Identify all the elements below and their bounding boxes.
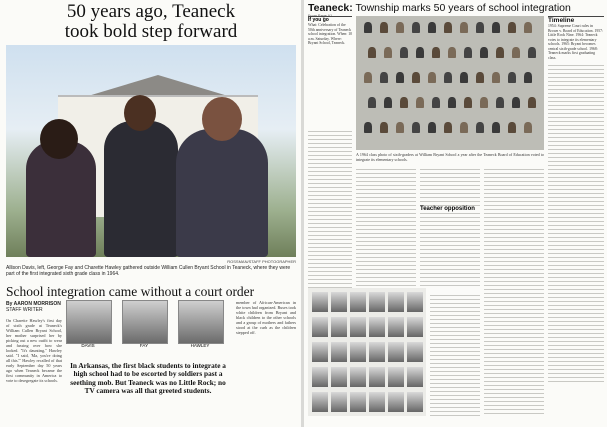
person-hawley — [176, 129, 268, 257]
timeline-text — [548, 62, 604, 382]
right-page — [304, 0, 607, 427]
student-figure — [464, 97, 472, 108]
yearbook-portrait — [331, 342, 347, 362]
yearbook-portrait — [331, 367, 347, 387]
headline-line-1: 50 years ago, Teaneck — [66, 1, 236, 22]
student-figure — [364, 22, 372, 33]
student-figure — [460, 22, 468, 33]
student-figure — [432, 97, 440, 108]
yearbook-portrait — [312, 367, 328, 387]
yearbook-portrait — [312, 342, 328, 362]
timeline-title: Timeline — [548, 17, 575, 24]
student-figure — [428, 122, 436, 133]
student-figure — [412, 122, 420, 133]
head-hawley — [202, 97, 242, 141]
info-sidebar — [308, 16, 352, 125]
student-figure — [464, 47, 472, 58]
yearbook-portrait — [369, 292, 385, 312]
byline-name: By AARON MORRISON — [6, 301, 61, 307]
student-figure — [380, 122, 388, 133]
mugshot-label: HAWLEY — [190, 343, 210, 348]
student-figure — [396, 72, 404, 83]
mugshot-davis — [66, 300, 112, 344]
timeline-body: 1954: Supreme Court rules in Brown v. Board of Education. 1957: Little Rock Nine. 1964: Teaneck votes to integrate its elementary schools. 1965: Bryant becomes central sixth-grade school. 1968: Teaneck marks first graduating class. — [548, 24, 604, 60]
student-figure — [396, 22, 404, 33]
section-title: Teacher opposition — [420, 206, 480, 212]
body-column-3 — [420, 166, 480, 286]
body-column-1 — [308, 128, 352, 288]
student-figure — [448, 97, 456, 108]
student-figure — [444, 72, 452, 83]
subheadline: School integration came without a court order — [6, 284, 255, 299]
yearbook-portrait — [331, 317, 347, 337]
yearbook-portrait — [350, 292, 366, 312]
yearbook-portrait — [407, 292, 423, 312]
yearbook-portrait — [312, 392, 328, 412]
student-figure — [476, 122, 484, 133]
jump-line: From Page A1 — [308, 14, 333, 18]
student-figure — [480, 47, 488, 58]
yearbook-portrait — [388, 392, 404, 412]
mugshot-fay — [122, 300, 168, 344]
student-figure — [508, 72, 516, 83]
student-figure — [412, 22, 420, 33]
yearbook-portrait — [388, 292, 404, 312]
yearbook-portrait — [407, 392, 423, 412]
main-photo — [6, 45, 296, 257]
left-page — [0, 0, 301, 427]
yearbook-portrait — [369, 342, 385, 362]
article-column-4: member of African-American in the town had organized. Buses took white children from Bryant and black children to the other schools and a group of mothers and fathers stood at the curb as the children stepped off. — [236, 300, 296, 335]
student-figure — [480, 97, 488, 108]
jump-headline — [308, 2, 604, 14]
article-column-1: On Charette Hawley's first day of sixth grade at Teaneck's William Cullen Bryant School, her mother surprised her by picking out a new outfit to wear and fussing over how she looked. "It's daunting," Hawley said. "I said, 'Ma, you're doing all this.'" Hawley recalled of that early September day 50 years ago when Teaneck became the first community in America to vote to desegregate its schools. — [6, 318, 62, 383]
photo-credit: ROSSMAN/STAFF PHOTOGRAPHER — [227, 259, 296, 264]
mugshot-label: FAY — [139, 343, 149, 348]
student-figure — [400, 47, 408, 58]
headline — [6, 2, 296, 42]
yearbook-portrait — [312, 292, 328, 312]
headline-line-2: took bold step forward — [64, 21, 238, 42]
student-figure — [380, 72, 388, 83]
body-column-2 — [356, 166, 416, 286]
yearbook-page — [308, 288, 426, 416]
person-fay — [104, 121, 178, 257]
student-figure — [512, 47, 520, 58]
yearbook-portrait — [407, 342, 423, 362]
byline — [6, 301, 61, 313]
mugshots — [66, 300, 226, 356]
student-figure — [396, 122, 404, 133]
student-figure — [524, 122, 532, 133]
mugshot-label: DAVIS — [81, 343, 95, 348]
student-figure — [508, 122, 516, 133]
student-figure — [492, 72, 500, 83]
student-figure — [460, 72, 468, 83]
student-figure — [368, 47, 376, 58]
student-figure — [384, 97, 392, 108]
yearbook-portrait — [350, 317, 366, 337]
student-figure — [508, 22, 516, 33]
photo-caption: Allison Davis, left, George Fay and Charette Hawley gathered outside William Cullen Bryant School in Teaneck, where they were part of the first integrated sixth grade class in 1964. — [6, 265, 291, 277]
head-davis — [40, 119, 78, 159]
student-figure — [400, 97, 408, 108]
student-figure — [476, 72, 484, 83]
student-figure — [492, 22, 500, 33]
pull-quote: In Arkansas, the first black students to integrate a high school had to be escorted by soldiers past a seething mob. But Teaneck was no Little Rock; no TV camera was all that greeted students. — [70, 361, 226, 396]
yearbook-portrait — [407, 367, 423, 387]
yearbook-portrait — [388, 317, 404, 337]
student-figure — [448, 47, 456, 58]
student-figure — [528, 97, 536, 108]
yearbook-portrait — [388, 342, 404, 362]
student-figure — [476, 22, 484, 33]
student-figure — [428, 72, 436, 83]
sidebar-body: What: Celebration of the 50th anniversary of Teaneck school integration. When: 10 a.m. Saturday. Where: Bryant School, Teaneck. — [308, 23, 353, 46]
yearbook-portrait — [369, 317, 385, 337]
student-figure — [444, 22, 452, 33]
timeline-sidebar — [548, 16, 604, 413]
student-figure — [460, 122, 468, 133]
student-figure — [416, 97, 424, 108]
student-figure — [444, 122, 452, 133]
yearbook-portrait — [407, 317, 423, 337]
student-figure — [524, 22, 532, 33]
student-figure — [416, 47, 424, 58]
student-figure — [432, 47, 440, 58]
head-fay — [124, 95, 156, 131]
yearbook-portrait — [350, 342, 366, 362]
mugshot-hawley — [178, 300, 224, 344]
student-figure — [384, 47, 392, 58]
body-column-5 — [430, 292, 480, 416]
yearbook-portrait — [388, 367, 404, 387]
yearbook-portrait — [350, 392, 366, 412]
student-figure — [364, 72, 372, 83]
student-figure — [428, 22, 436, 33]
yearbook-portrait — [369, 367, 385, 387]
headline-bold: Teaneck: — [308, 2, 353, 14]
yearbook-portrait — [350, 367, 366, 387]
headline-rest: Township marks 50 years of school integration — [352, 2, 571, 14]
yearbook-portrait — [331, 392, 347, 412]
student-figure — [496, 47, 504, 58]
class-photo-caption: A 1964 class photo of sixth-graders at William Bryant School a year after the Teaneck Board of Education voted to integrate its elementary schools. — [356, 152, 544, 162]
body-column-4 — [484, 166, 544, 416]
student-figure — [364, 122, 372, 133]
student-figure — [496, 97, 504, 108]
yearbook-portrait — [312, 317, 328, 337]
yearbook-portrait — [369, 392, 385, 412]
student-figure — [528, 47, 536, 58]
class-photo — [356, 16, 544, 150]
byline-role: STAFF WRITER — [6, 307, 43, 313]
student-figure — [492, 122, 500, 133]
student-figure — [512, 97, 520, 108]
student-figure — [380, 22, 388, 33]
student-figure — [412, 72, 420, 83]
student-figure — [524, 72, 532, 83]
sidebar-title: If you go — [308, 17, 329, 23]
yearbook-portrait — [331, 292, 347, 312]
student-figure — [368, 97, 376, 108]
